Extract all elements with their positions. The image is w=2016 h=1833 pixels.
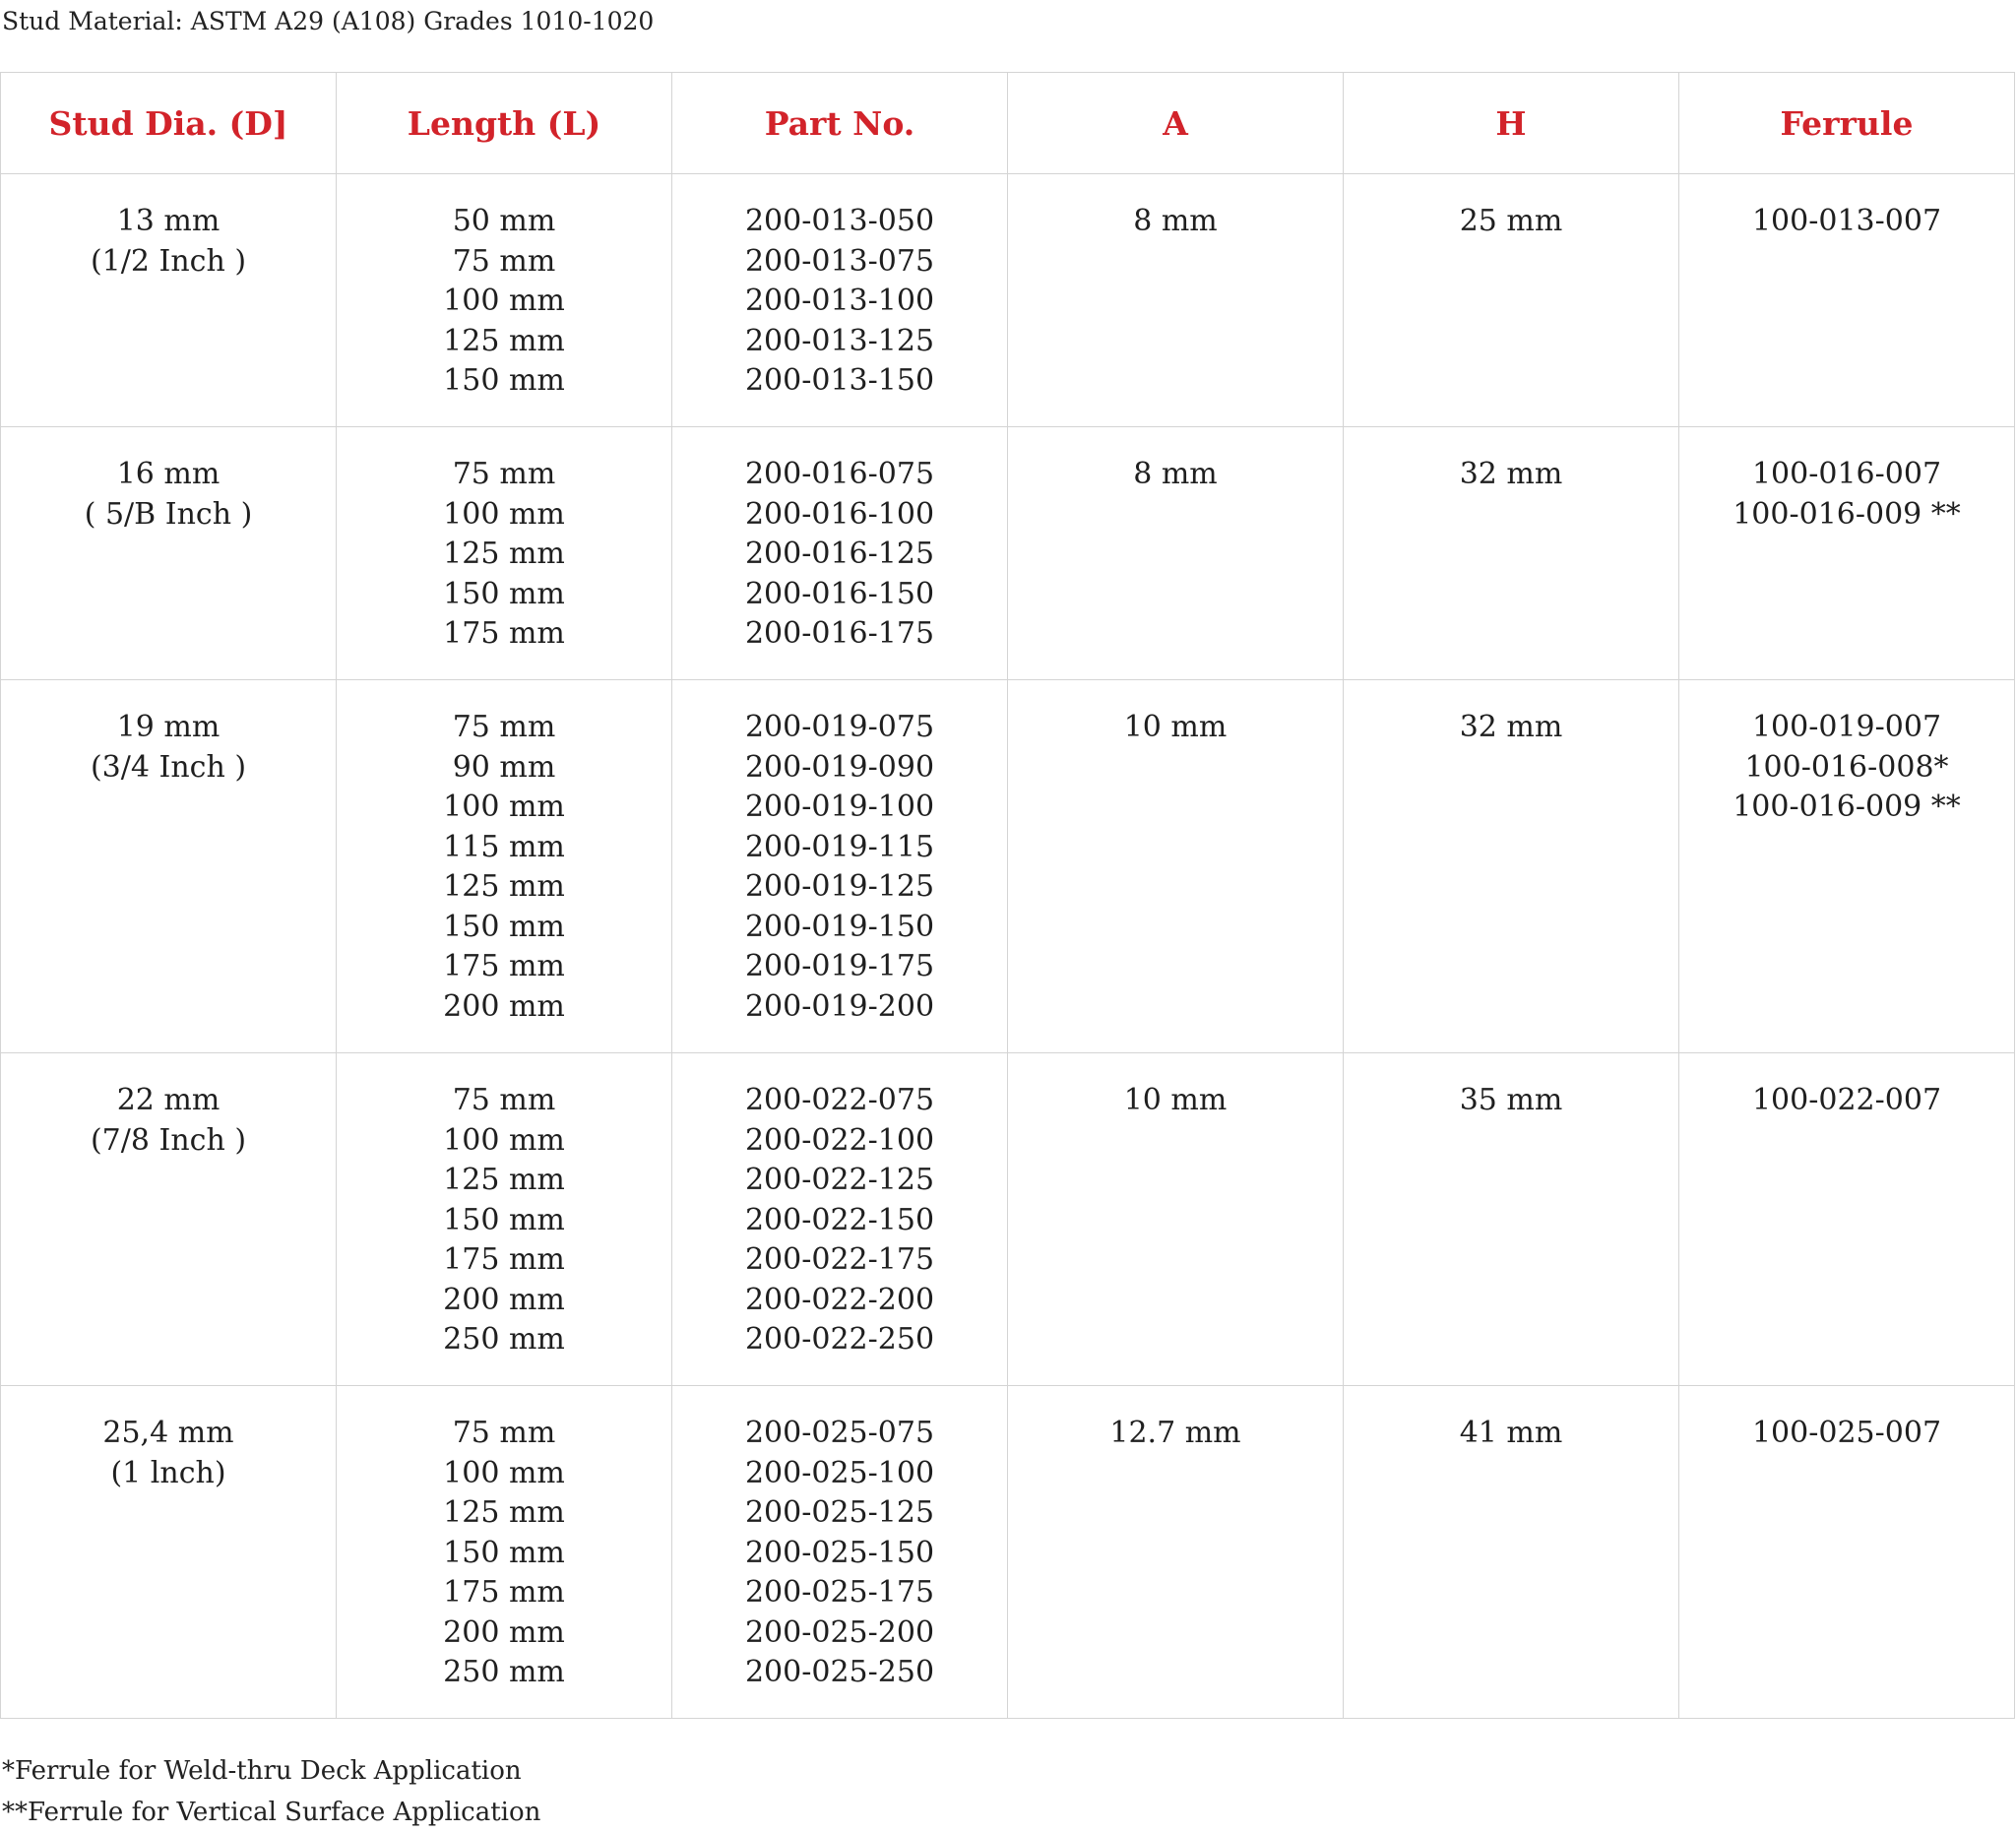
length-value: 175 mm (443, 616, 565, 651)
h-cell (1344, 1386, 1679, 1719)
stud-dia-value: 16 mm (116, 457, 220, 491)
table-row (1, 1053, 2015, 1386)
length-cell (337, 427, 672, 680)
stud-dia-cell (1, 1053, 337, 1386)
length-value: 75 mm (452, 243, 556, 279)
a-value: 8 mm (1133, 457, 1218, 491)
length-value: 200 mm (443, 1282, 565, 1317)
a-value: 10 mm (1123, 710, 1228, 744)
part-no-value: 200-013-075 (744, 243, 935, 279)
part-no-value: 200-025-200 (744, 1614, 935, 1650)
part-no-value: 200-025-075 (744, 1416, 935, 1450)
length-value: 250 mm (443, 1655, 565, 1689)
part-no-value: 200-013-150 (744, 363, 935, 398)
ferrule-cell (1679, 680, 2015, 1053)
ferrule-cell (1679, 1386, 2015, 1719)
length-value: 75 mm (452, 457, 556, 491)
length-cell (337, 1053, 672, 1386)
ferrule-cell (1679, 427, 2015, 680)
stud-dia-value: 22 mm (116, 1083, 220, 1117)
length-value: 100 mm (443, 790, 565, 824)
ferrule-value: 100-016-009 ** (1732, 496, 1961, 532)
part-no-value: 200-019-200 (744, 988, 935, 1024)
part-no-cell (672, 1053, 1008, 1386)
header-a: A (1008, 73, 1344, 174)
length-cell (337, 680, 672, 1053)
stud-dia-value: (1 lnch) (110, 1455, 226, 1490)
part-no-value: 200-019-125 (744, 869, 935, 904)
length-value: 150 mm (443, 1535, 565, 1570)
part-no-value: 200-025-150 (744, 1535, 935, 1570)
part-no-value: 200-019-150 (744, 909, 935, 944)
ferrule-cell (1679, 174, 2015, 427)
length-cell (337, 1386, 672, 1719)
part-no-value: 200-016-075 (744, 457, 935, 491)
h-cell (1344, 427, 1679, 680)
h-value: 35 mm (1459, 1083, 1563, 1117)
length-value: 150 mm (443, 1202, 565, 1237)
stud-dia-value: 25,4 mm (102, 1416, 234, 1450)
header-row (1, 73, 2015, 174)
table-row (1, 1386, 2015, 1719)
length-value: 125 mm (443, 1163, 565, 1197)
part-no-cell (672, 427, 1008, 680)
length-value: 200 mm (443, 988, 565, 1024)
part-no-value: 200-016-150 (744, 576, 935, 611)
length-value: 125 mm (443, 323, 565, 358)
length-value: 115 mm (443, 829, 565, 864)
part-no-value: 200-025-125 (744, 1495, 935, 1530)
part-no-value: 200-025-100 (744, 1455, 935, 1490)
table-row (1, 174, 2015, 427)
length-value: 75 mm (452, 1083, 556, 1117)
length-value: 50 mm (452, 204, 556, 238)
ferrule-value: 100-019-007 (1751, 710, 1942, 744)
ferrule-value: 100-016-008* (1744, 749, 1949, 785)
header-part-no: Part No. (672, 73, 1008, 174)
header-h: H (1344, 73, 1679, 174)
footnote-weld-thru: *Ferrule for Weld-thru Deck Application (2, 1756, 522, 1786)
part-no-value: 200-022-175 (744, 1242, 935, 1277)
h-cell (1344, 174, 1679, 427)
part-no-value: 200-019-100 (744, 790, 935, 824)
length-value: 150 mm (443, 909, 565, 944)
length-value: 125 mm (443, 537, 565, 571)
part-no-value: 200-022-100 (744, 1122, 935, 1158)
stud-dia-value: 13 mm (116, 204, 220, 238)
a-value: 10 mm (1123, 1083, 1228, 1117)
a-cell (1008, 1386, 1344, 1719)
length-value: 75 mm (452, 1416, 556, 1450)
part-no-cell (672, 1386, 1008, 1719)
length-value: 175 mm (443, 1575, 565, 1610)
length-value: 250 mm (443, 1322, 565, 1357)
length-value: 75 mm (452, 710, 556, 744)
stud-spec-table (0, 72, 2015, 1719)
part-no-value: 200-019-090 (744, 749, 935, 785)
part-no-value: 200-013-125 (744, 323, 935, 358)
a-cell (1008, 427, 1344, 680)
ferrule-value: 100-022-007 (1751, 1083, 1942, 1117)
part-no-value: 200-019-075 (744, 710, 935, 744)
h-cell (1344, 1053, 1679, 1386)
a-value: 8 mm (1133, 204, 1218, 238)
part-no-value: 200-019-115 (744, 829, 935, 864)
part-no-value: 200-013-100 (744, 284, 935, 318)
length-value: 150 mm (443, 576, 565, 611)
part-no-value: 200-022-200 (744, 1282, 935, 1317)
length-value: 125 mm (443, 1495, 565, 1530)
stud-dia-value: 19 mm (116, 710, 220, 744)
length-value: 100 mm (443, 1122, 565, 1158)
header-length: Length (L) (337, 73, 672, 174)
h-value: 32 mm (1459, 710, 1563, 744)
h-value: 25 mm (1459, 204, 1563, 238)
length-value: 175 mm (443, 949, 565, 983)
length-value: 100 mm (443, 496, 565, 532)
stud-dia-cell (1, 680, 337, 1053)
length-value: 175 mm (443, 1242, 565, 1277)
footnotes (2, 1750, 540, 1833)
ferrule-value: 100-016-007 (1751, 457, 1942, 491)
part-no-value: 200-019-175 (744, 949, 935, 983)
part-no-value: 200-016-125 (744, 537, 935, 571)
a-value: 12.7 mm (1109, 1416, 1241, 1450)
length-value: 150 mm (443, 363, 565, 398)
length-value: 200 mm (443, 1614, 565, 1650)
h-cell (1344, 680, 1679, 1053)
stud-dia-value: (1/2 Inch ) (90, 243, 247, 279)
length-cell (337, 174, 672, 427)
stud-dia-cell (1, 1386, 337, 1719)
stud-dia-cell (1, 174, 337, 427)
part-no-value: 200-022-075 (744, 1083, 935, 1117)
ferrule-value: 100-016-009 ** (1732, 790, 1961, 824)
a-cell (1008, 680, 1344, 1053)
part-no-value: 200-025-250 (744, 1655, 935, 1689)
length-value: 90 mm (452, 749, 556, 785)
part-no-value: 200-022-150 (744, 1202, 935, 1237)
stud-dia-cell (1, 427, 337, 680)
length-value: 100 mm (443, 1455, 565, 1490)
table-caption: Stud Material: ASTM A29 (A108) Grades 1010-1020 (2, 7, 655, 35)
length-value: 125 mm (443, 869, 565, 904)
part-no-cell (672, 174, 1008, 427)
ferrule-value: 100-013-007 (1751, 204, 1942, 238)
h-value: 41 mm (1459, 1416, 1563, 1450)
length-value: 100 mm (443, 284, 565, 318)
table-body (1, 174, 2015, 1719)
part-no-value: 200-022-250 (744, 1322, 935, 1357)
part-no-value: 200-013-050 (744, 204, 935, 238)
stud-dia-value: ( 5/B Inch ) (84, 496, 253, 532)
footnote-vertical: **Ferrule for Vertical Surface Application (2, 1798, 541, 1827)
stud-dia-value: (3/4 Inch ) (90, 749, 247, 785)
part-no-cell (672, 680, 1008, 1053)
part-no-value: 200-016-175 (744, 616, 935, 651)
h-value: 32 mm (1459, 457, 1563, 491)
ferrule-value: 100-025-007 (1751, 1416, 1942, 1450)
part-no-value: 200-016-100 (744, 496, 935, 532)
part-no-value: 200-022-125 (744, 1163, 935, 1197)
header-stud-dia: Stud Dia. (D] (1, 73, 337, 174)
a-cell (1008, 174, 1344, 427)
table-row (1, 427, 2015, 680)
part-no-value: 200-025-175 (744, 1575, 935, 1610)
header-ferrule: Ferrule (1679, 73, 2015, 174)
stud-dia-value: (7/8 Inch ) (90, 1122, 247, 1158)
a-cell (1008, 1053, 1344, 1386)
table-row (1, 680, 2015, 1053)
ferrule-cell (1679, 1053, 2015, 1386)
